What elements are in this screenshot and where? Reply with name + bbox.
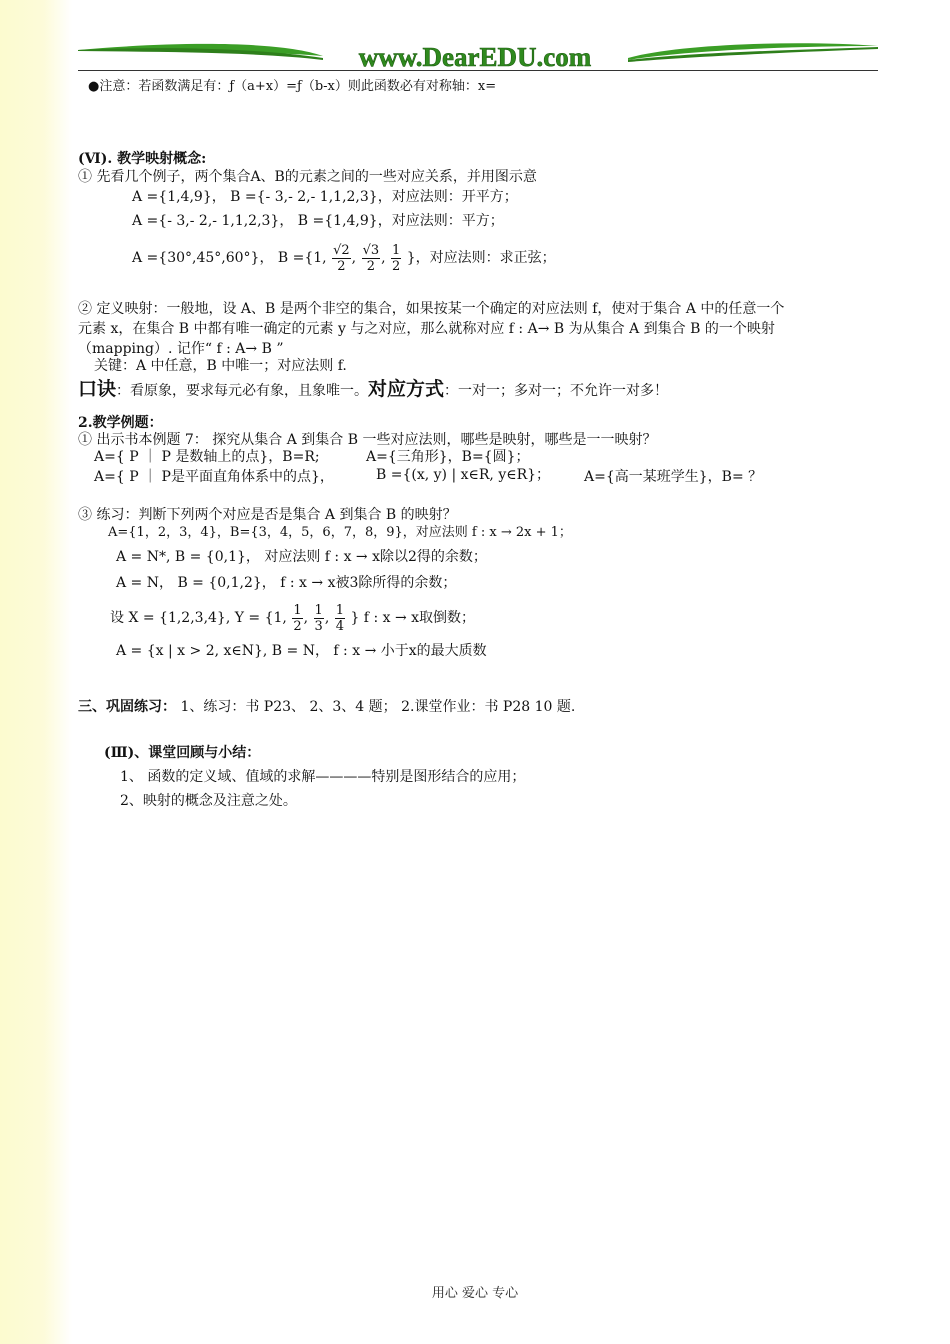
example-2: A ={- 3,- 2,- 1,1,2,3}， B ={1,4,9}，对应法则：平方； [132, 213, 504, 229]
denominator: 2 [337, 258, 346, 274]
header-rule [78, 70, 878, 71]
numerator: 1 [335, 602, 344, 618]
example-3-start: A ={30°,45°,60°}， B ={1, [132, 250, 327, 266]
note-line: ●注意：若函数满足有：ƒ（a+x）=ƒ（b-x）则此函数必有对称轴：x= [88, 79, 497, 94]
fraction-1-over-3 [314, 603, 324, 634]
section-3-text: 1、练习：书 P23、 2、3、4 题； 2.课堂作业：书 P28 10 题. [180, 699, 576, 715]
fraction-sqrt2-over-2 [332, 243, 351, 274]
numerator: √2 [333, 242, 350, 258]
question-1: ① 出示书本例题 7： 探究从集合 A 到集合 B 一些对应法则，哪些是映射，哪些是一一映射？ [78, 432, 657, 448]
numerator: 1 [392, 242, 401, 258]
review-title: (Ⅲ)、课堂回顾与小结： [104, 745, 261, 761]
denominator: 2 [366, 258, 375, 274]
definition-line-3: （mapping）. 记作“ f : A→ B ” [78, 341, 284, 357]
fraction-1-over-4 [335, 603, 345, 634]
question-1-case-b: A={三角形}，B={圆}； [366, 449, 530, 465]
practice-4: 设 X = {1,2,3,4}, Y = {1, $\frac{1}{2}$ , $\frac{1}{3}$ , $\frac{1}{4}$ } f : x → x取倒数； [110, 602, 476, 634]
practice-3: A = N， B = {0,1,2}， f : x → x被3除所得的余数； [116, 575, 457, 591]
denominator: 2 [293, 618, 302, 634]
definition-line-2: 元素 x，在集合 B 中都有唯一确定的元素 y 与之对应，那么就称对应 f : A→ B 为从集合 A 到集合 B 的一个映射 [78, 321, 775, 337]
site-logo-banner [78, 38, 878, 74]
mnemonic-line [78, 376, 668, 404]
summary-2: 2、映射的概念及注意之处。 [120, 793, 297, 809]
mapping-mode-label: 对应方式 [368, 378, 445, 400]
question-1-case-e: A={高一某班学生}，B= ？ [584, 469, 763, 485]
fraction-1-over-2 [292, 603, 302, 634]
practice-4-end: } f : x → x取倒数； [350, 610, 476, 626]
practice-4-start: 设 X = {1,2,3,4}, Y = {1, [110, 610, 287, 626]
example-3-end: }，对应法则：求正弦； [406, 250, 556, 266]
example-1: A ={1,4,9}， B ={- 3,- 2,- 1,1,2,3}，对应法则：开平方； [132, 189, 518, 205]
numerator: 1 [314, 602, 323, 618]
practice-1: A={1，2，3，4}，B={3，4，5，6，7，8，9}，对应法则 f : x → 2x + 1； [108, 525, 572, 540]
numerator: 1 [293, 602, 302, 618]
definition-line-1: ② 定义映射：一般地，设 A、B 是两个非空的集合，如果按某一个确定的对应法则 f，使对于集合 A 中的任意一个 [78, 301, 785, 317]
mapping-mode-text: ：一对一；多对一；不允许一对多！ [444, 383, 669, 399]
section-3-line [78, 698, 575, 716]
numerator: √3 [362, 242, 380, 258]
denominator: 4 [335, 618, 344, 634]
summary-1: 1、 函数的定义域、值域的求解————特别是图形结合的应用； [120, 769, 526, 785]
fraction-1-over-2 [391, 243, 401, 274]
key-line: 关键：A 中任意，B 中唯一；对应法则 f. [94, 358, 347, 374]
question-1-case-a: A={ P ｜ P 是数轴上的点}，B=R; [94, 449, 320, 465]
question-1-case-c: A={ P ｜ P是平面直角体系中的点}， [94, 469, 334, 485]
fraction-sqrt3-over-2 [362, 243, 381, 274]
section-6-title: (Ⅵ). 教学映射概念: [78, 151, 207, 167]
question-1-case-d: B ={(x, y) | x∈R, y∈R}； [376, 467, 551, 483]
item-1-text: ① 先看几个例子，两个集合A、B的元素之间的一些对应关系，并用图示意 [78, 169, 537, 185]
mnemonic-text: ：看原象，要求每元必有象，且象唯一。 [116, 383, 369, 399]
denominator: 2 [392, 258, 401, 274]
denominator: 3 [314, 618, 323, 634]
practice-5: A = {x | x > 2, x∈N}, B = N， f : x → 小于x的最大质数 [116, 643, 487, 659]
mnemonic-label: 口诀 [78, 378, 117, 400]
section-3-label: 三、巩固练习： [78, 699, 176, 715]
logo-swoosh [78, 38, 878, 74]
page-footer: 用心 爱心 专心 [431, 1286, 519, 1301]
logo-text: www.DearEDU.com [358, 42, 592, 72]
exercise-3-title: ③ 练习：判断下列两个对应是否是集合 A 到集合 B 的映射？ [78, 507, 457, 523]
example-3: A ={30°,45°,60°}， B ={1, $\frac{√2}{2}$ , $\frac{√3}{2}$ , $\frac{1}{2}$ }，对应法则：求正弦； [132, 242, 556, 274]
section-2-title: 2.教学例题： [78, 415, 163, 431]
practice-2: A = N*, B = {0,1}， 对应法则 f : x → x除以2得的余数； [116, 549, 487, 565]
page-margin-band [0, 0, 72, 1344]
